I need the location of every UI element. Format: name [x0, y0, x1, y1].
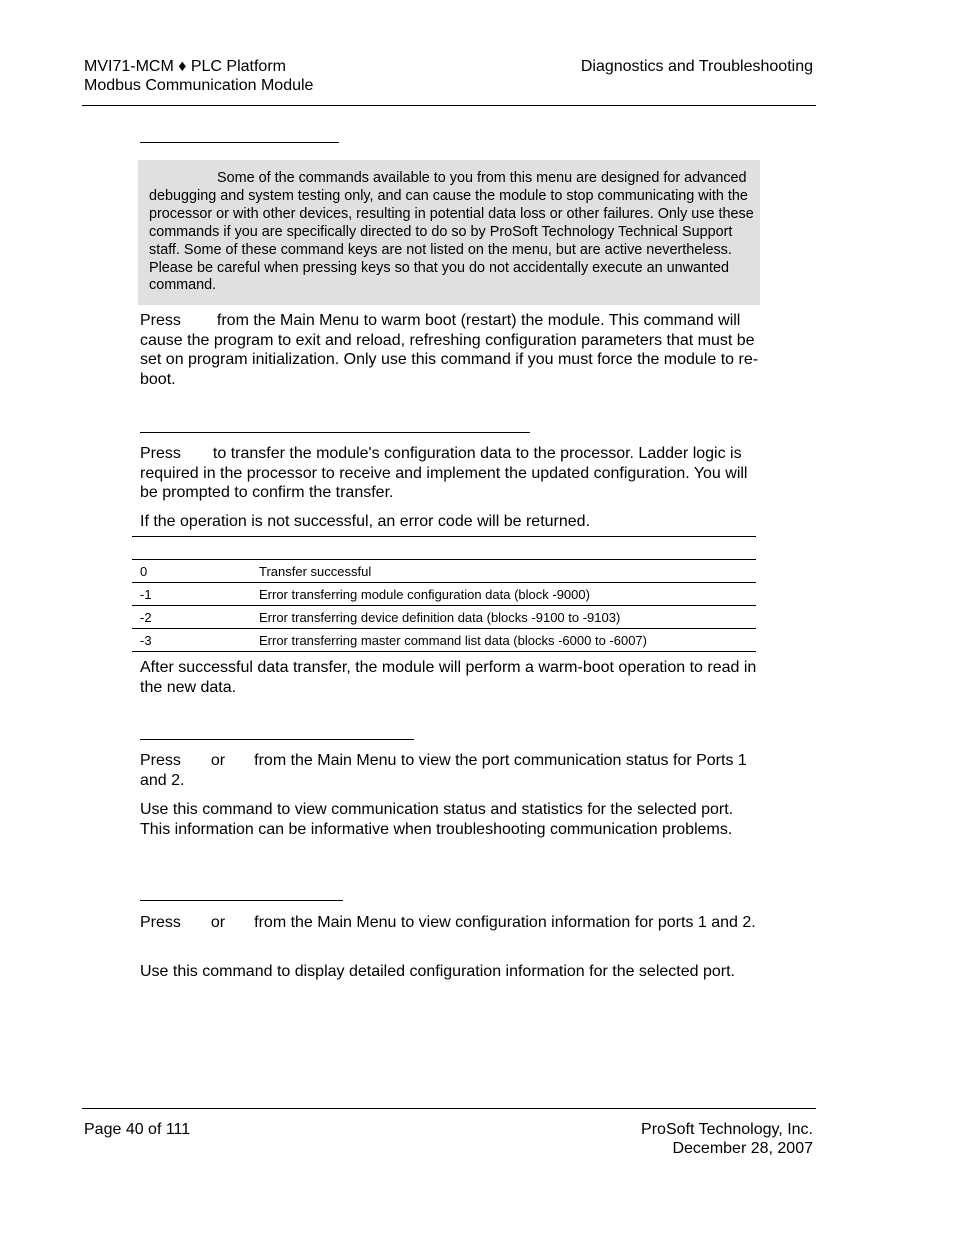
table-header-cell	[132, 537, 251, 560]
table-header-cell	[251, 537, 756, 560]
header-product	[84, 57, 313, 95]
error-code-cell: -2	[132, 606, 251, 629]
warm-boot-paragraph: Press from the Main Menu to warm boot (restart) the module. This command will cause the program to exit and reload, refreshing configuration parameters that must be set on program initialization. Only use this command if you must force the module to re-boot.	[140, 312, 759, 388]
error-description-cell: Transfer successful	[251, 560, 756, 583]
port-config-paragraph: Press or from the Main Menu to view configuration information for ports 1 and 2.	[140, 914, 756, 931]
section-heading-rule	[140, 432, 530, 433]
error-description-cell: Error transferring module configuration data (block -9000)	[251, 583, 756, 606]
error-code-table	[132, 536, 756, 652]
comm-status-description: Use this command to view communication status and statistics for the selected port. This information can be informative when troubleshooting communication problems.	[140, 801, 734, 838]
warning-note-text: Some of the commands available to you from this menu are designed for advanced debugging and system testing only, and can cause the module to stop communicating with the processor or with other devices, resulting in potential data loss or other failures. Only use these commands if you are specifically directed to do so by ProSoft Technology Technical Support staff. Some of these command keys are not listed on the menu, but are active nevertheless. Please be careful when pressing keys so that you do not accidentally execute an unwanted command.	[149, 170, 754, 294]
table-row	[132, 606, 756, 629]
error-code-cell: -3	[132, 629, 251, 652]
footer-date: December 28, 2007	[672, 1140, 813, 1157]
header-product-line1: MVI71-MCM ♦ PLC Platform	[84, 58, 286, 75]
error-code-cell: -1	[132, 583, 251, 606]
header-section-title: Diagnostics and Troubleshooting	[580, 58, 813, 75]
section-heading-rule	[140, 739, 414, 740]
header-product-line2: Modbus Communication Module	[84, 77, 314, 94]
comm-status-paragraph: Press or from the Main Menu to view the port communication status for Ports 1 and 2.	[140, 752, 747, 789]
error-code-cell: 0	[132, 560, 251, 583]
section-heading-rule	[140, 142, 339, 143]
footer-rule	[82, 1108, 816, 1109]
after-transfer-paragraph: After successful data transfer, the module will perform a warm-boot operation to read in the new data.	[140, 659, 757, 696]
table-header-row	[132, 537, 756, 560]
footer-company-block	[641, 1120, 813, 1158]
table-row	[132, 583, 756, 606]
error-note-paragraph: If the operation is not successful, an error code will be returned.	[140, 513, 591, 530]
section-heading-rule	[140, 900, 343, 901]
header-rule	[82, 105, 816, 106]
page-number: Page 40 of 111	[84, 1121, 191, 1138]
table-row	[132, 560, 756, 583]
table-row	[132, 629, 756, 652]
transfer-paragraph: Press to transfer the module's configuration data to the processor. Ladder logic is required in the processor to receive and implement the updated configuration. You will be prompted to confirm the transfer.	[140, 445, 748, 502]
port-config-description: Use this command to display detailed configuration information for the selected port.	[140, 963, 735, 980]
footer-company: ProSoft Technology, Inc.	[641, 1121, 813, 1138]
error-description-cell: Error transferring master command list data (blocks -6000 to -6007)	[251, 629, 756, 652]
error-description-cell: Error transferring device definition data (blocks -9100 to -9103)	[251, 606, 756, 629]
